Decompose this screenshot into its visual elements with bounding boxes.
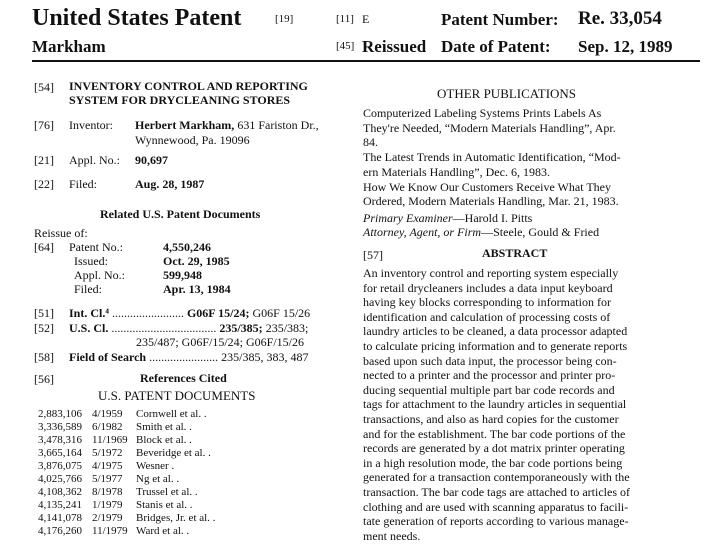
reference-name: Smith et al. . [136,421,192,433]
abstract-line: transactions, and also as hard copies for the customer [363,412,619,426]
uscl-value-secondary: 235/383; [262,321,309,335]
reference-row [38,512,338,526]
reference-name: Cornwell et al. . [136,408,207,420]
intcl-code: [51] [34,306,54,320]
reference-number: 3,336,589 [38,421,82,433]
inventor-address2: Wynnewood, Pa. 19096 [135,133,250,147]
abstract-line: clothing and are used with scanning apparatus to facili- [363,499,629,514]
reference-number: 4,176,260 [38,525,82,537]
uscl-label: U.S. Cl. [69,321,109,335]
reissue-appl-label: Appl. No.: [74,268,125,282]
fos-dots: ....................... [149,350,219,364]
abstract-line: for retail drycleaners includes a data input keyboard [363,280,613,295]
invention-title-line1: INVENTORY CONTROL AND REPORTING [69,79,308,93]
abstract-line: in a high resolution mode, the bar code portions being [363,455,623,470]
related-docs-heading: Related U.S. Patent Documents [100,207,261,221]
reissue-filed-label: Filed: [74,282,103,296]
publication-line: How We Know Our Customers Receive What They [363,179,611,194]
reference-number: 3,665,164 [38,447,82,459]
reference-name: Beveridge et al. . [136,447,211,459]
us-patent-docs-heading: U.S. PATENT DOCUMENTS [98,388,256,403]
header-rule [32,60,700,62]
publication-line: ern Materials Handling”, Dec. 6, 1983. [363,164,550,179]
publication-line: They're Needed, “Modern Materials Handling”, Apr. [363,120,616,135]
reference-date: 2/1979 [92,512,123,524]
uscl-line2: 235/487; G06F/15/24; G06F/15/26 [136,335,305,349]
reissue-patent-label: Patent No.: [69,240,123,254]
field-11-kind: E [362,12,370,26]
intcl-value-primary: G06F 15/24; [186,306,250,320]
reference-date: 11/1969 [92,434,128,446]
filed-value: Aug. 28, 1987 [135,177,205,191]
patent-number-label: Patent Number: [441,10,559,29]
intcl-label: Int. Cl.⁴ [69,306,109,320]
reference-date: 1/1979 [92,499,123,511]
reissue-patent-value: 4,550,246 [163,240,211,254]
reference-row [38,473,338,487]
other-publications-heading: OTHER PUBLICATIONS [437,86,577,101]
abstract-line: An inventory control and reporting system especially [363,266,619,280]
attorney-label: Attorney, Agent, or Firm [363,225,482,239]
filed-code: [22] [34,177,54,191]
reference-name: Wesner . [136,460,175,472]
patent-number-value: Re. 33,054 [578,8,662,29]
primary-examiner-value: —Harold I. Pitts [452,211,533,225]
uscl-line [69,321,308,336]
abstract-line: records are generated by a dot matrix printer operating [363,441,625,456]
date-of-patent-value: Sep. 12, 1989 [578,37,673,56]
invention-title-line2: SYSTEM FOR DRYCLEANING STORES [69,93,291,107]
reference-number: 4,141,078 [38,512,82,524]
reference-date: 6/1982 [92,421,123,433]
reference-number: 3,876,075 [38,460,82,472]
reference-number: 2,883,106 [38,408,82,420]
reference-date: 5/1972 [92,447,123,459]
abstract-line: ducing sequential multiple part bar code records and [363,382,615,397]
reference-row [38,499,338,513]
reference-date: 8/1978 [92,486,123,498]
reference-number: 4,025,766 [38,473,82,485]
publication-line: Computerized Labeling Systems Prints Labels As [363,106,602,120]
reference-name: Ward et al. . [136,525,190,537]
reissue-issued-label: Issued: [74,254,108,268]
reference-row [38,447,338,461]
reference-row [38,434,338,448]
abstract-line: transaction. The bar code tags are attached to articles of [363,485,630,499]
uscl-code: [52] [34,321,54,335]
intcl-dots: ........................ [111,306,184,320]
abstract-line: nected to a printer and the processor and printer pro- [363,368,616,383]
publication-line: 84. [363,135,378,150]
abstract-line: and for the establishment. The bar code portions of the [363,426,626,441]
attorney-value: —Steele, Gould & Fried [481,225,600,239]
reissue-issued-value: Oct. 29, 1985 [163,254,230,268]
abstract-line: laundry articles to be cleaned, a data processor adapted [363,324,628,339]
abstract-heading: ABSTRACT [482,246,548,260]
inventor-surname: Markham [32,37,106,56]
reference-date: 11/1979 [92,525,128,537]
filed-label: Filed: [69,177,98,191]
inventor-info [135,118,319,133]
field-11-code: [11] [336,13,354,25]
inventor-address1: 631 Fariston Dr., [234,118,319,132]
reissue-code: [64] [34,240,54,254]
reference-row [38,460,338,474]
uscl-value-primary: 235/385; [219,321,263,335]
reference-name: Trussel et al. . [136,486,198,498]
inventor-code: [76] [34,118,54,132]
appl-code: [21] [34,153,54,167]
reference-name: Block et al. . [136,434,192,446]
fos-label: Field of Search [69,350,147,364]
refs-code: [56] [34,372,54,386]
title-code: [19] [275,13,294,25]
reference-number: 4,108,362 [38,486,82,498]
reference-number: 3,478,316 [38,434,82,446]
abstract-line: ment needs. [363,528,421,543]
field-45-code: [45] [336,40,355,52]
date-of-patent-label: Date of Patent: [441,37,551,56]
fos-code: [58] [34,350,54,364]
abstract-line: based upon such data input, the processor being con- [363,353,617,368]
primary-examiner-label: Primary Examiner [363,211,453,225]
intcl-value-secondary: G06F 15/26 [249,306,311,320]
primary-examiner [363,211,532,226]
publication-line: Ordered, Modern Materials Handling, Mar. 21, 1983. [363,194,619,209]
inventor-name: Herbert Markham, [135,118,235,132]
reference-number: 4,135,241 [38,499,82,511]
reference-name: Ng et al. . [136,473,180,485]
reference-date: 4/1959 [92,408,123,420]
uscl-dots: ................................... [111,321,217,335]
reference-name: Bridges, Jr. et al. . [136,512,216,524]
reference-row [38,421,338,435]
reference-date: 4/1975 [92,460,123,472]
intcl-line [69,306,310,321]
reissue-appl-value: 599,948 [163,268,202,282]
abstract-line: tate generation of reports according to various manage- [363,514,629,529]
abstract-line: to calculate pricing information and to generate reports [363,339,628,353]
abstract-line: having key blocks corresponding to information for [363,295,611,310]
abstract-line: tags for attachment to the laundry articles in sequential [363,397,627,412]
abstract-line: identification and calculation of processing costs of [363,309,611,324]
reissued-label: Reissued [362,37,427,56]
reference-name: Stanis et al. . [136,499,193,511]
attorney [363,225,599,240]
patent-header-title: United States Patent [32,5,242,31]
reference-row [38,408,338,422]
abstract-code: [57] [363,248,383,262]
reissue-of-label: Reissue of: [34,226,88,240]
abstract-line: generated for a transaction contemporaneously with the [363,470,630,485]
reissue-filed-value: Apr. 13, 1984 [163,282,231,296]
fos-line [69,350,308,365]
references-heading: References Cited [140,371,227,385]
appl-value: 90,697 [135,153,168,167]
reference-row [38,525,338,539]
fos-value: 235/385, 383, 487 [221,350,309,364]
appl-label: Appl. No.: [69,153,120,167]
reference-row [38,486,338,500]
title-field-code: [54] [34,80,54,94]
inventor-label: Inventor: [69,118,113,132]
reference-date: 5/1977 [92,473,123,485]
publication-line: The Latest Trends in Automatic Identification, “Mod- [363,150,621,165]
